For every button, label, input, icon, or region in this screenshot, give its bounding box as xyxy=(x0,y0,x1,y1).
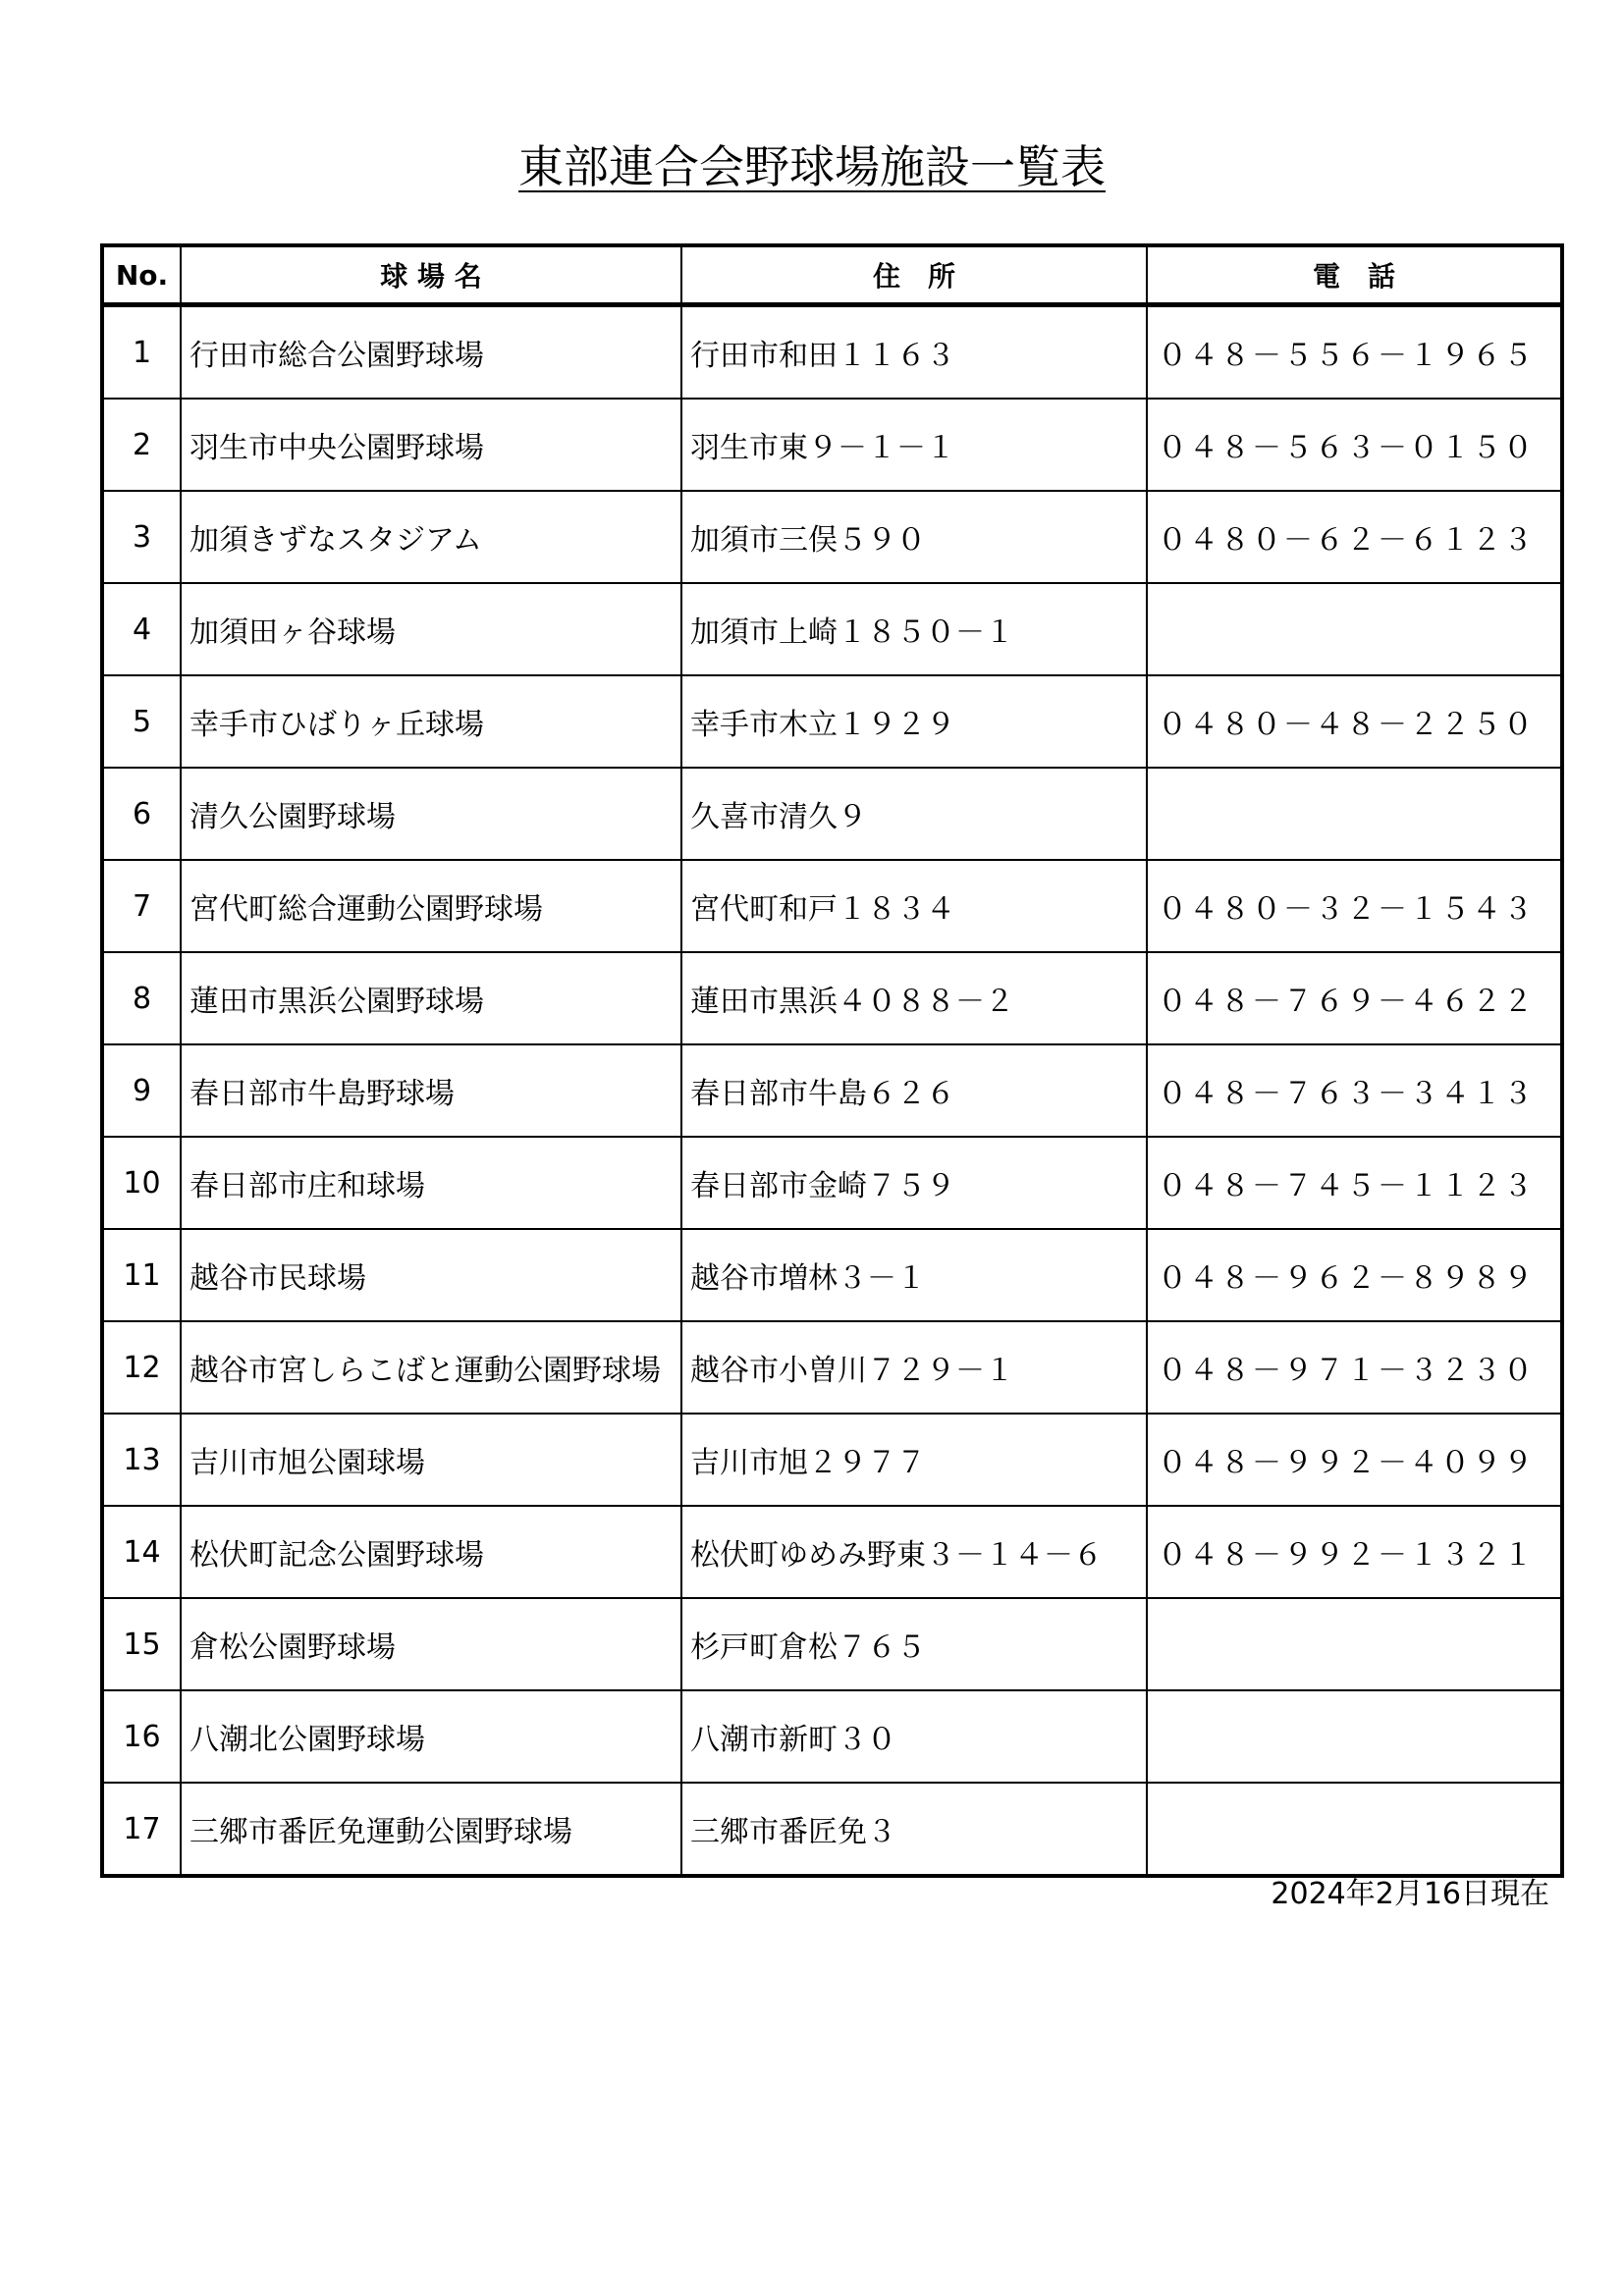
facility-table-body xyxy=(102,305,1562,1877)
cell-facility-name: 春日部市庄和球場 xyxy=(181,1137,681,1229)
cell-address: 久喜市清久９ xyxy=(681,768,1147,860)
header-no: No. xyxy=(102,245,181,305)
cell-address: 三郷市番匠免３ xyxy=(681,1783,1147,1876)
cell-facility-name: 蓮田市黒浜公園野球場 xyxy=(181,952,681,1044)
table-row xyxy=(102,952,1562,1044)
cell-no: 9 xyxy=(102,1044,181,1137)
cell-facility-name: 倉松公園野球場 xyxy=(181,1598,681,1690)
cell-phone: ０４８－９６２－８９８９ xyxy=(1147,1229,1562,1321)
cell-address: 杉戸町倉松７６５ xyxy=(681,1598,1147,1690)
cell-phone: ０４８－７４５－１１２３ xyxy=(1147,1137,1562,1229)
cell-address: 春日部市牛島６２６ xyxy=(681,1044,1147,1137)
cell-no: 1 xyxy=(102,305,181,400)
cell-no: 6 xyxy=(102,768,181,860)
header-name: 球 場 名 xyxy=(181,245,681,305)
cell-no: 12 xyxy=(102,1321,181,1414)
table-row xyxy=(102,1229,1562,1321)
table-row xyxy=(102,768,1562,860)
cell-no: 7 xyxy=(102,860,181,952)
cell-address: 宮代町和戸１８３４ xyxy=(681,860,1147,952)
table-row xyxy=(102,1321,1562,1414)
table-row xyxy=(102,1414,1562,1506)
document-title xyxy=(0,137,1624,196)
cell-no: 17 xyxy=(102,1783,181,1876)
table-row xyxy=(102,1598,1562,1690)
header-address: 住 所 xyxy=(681,245,1147,305)
cell-facility-name: 越谷市民球場 xyxy=(181,1229,681,1321)
cell-phone xyxy=(1147,1783,1562,1876)
cell-address: 越谷市小曽川７２９－１ xyxy=(681,1321,1147,1414)
cell-address: 羽生市東９－１－１ xyxy=(681,399,1147,491)
table-row xyxy=(102,1137,1562,1229)
cell-facility-name: 八潮北公園野球場 xyxy=(181,1690,681,1783)
cell-address: 加須市三俣５９０ xyxy=(681,491,1147,583)
cell-no: 15 xyxy=(102,1598,181,1690)
cell-phone: ０４８０－６２－６１２３ xyxy=(1147,491,1562,583)
header-row xyxy=(102,245,1562,305)
cell-phone: ０４８－９９２－４０９９ xyxy=(1147,1414,1562,1506)
cell-phone: ０４８－７６９－４６２２ xyxy=(1147,952,1562,1044)
cell-address: 蓮田市黒浜４０８８－２ xyxy=(681,952,1147,1044)
cell-facility-name: 行田市総合公園野球場 xyxy=(181,305,681,400)
cell-no: 8 xyxy=(102,952,181,1044)
table-row xyxy=(102,491,1562,583)
as-of-date-note: 2024年2月16日現在 xyxy=(1271,1877,1549,1911)
cell-facility-name: 加須田ヶ谷球場 xyxy=(181,583,681,675)
cell-no: 16 xyxy=(102,1690,181,1783)
table-row xyxy=(102,1506,1562,1598)
cell-address: 加須市上崎１８５０－１ xyxy=(681,583,1147,675)
table-row xyxy=(102,1044,1562,1137)
table-row xyxy=(102,675,1562,768)
cell-address: 松伏町ゆめみ野東３－１４－６ xyxy=(681,1506,1147,1598)
cell-address: 春日部市金崎７５９ xyxy=(681,1137,1147,1229)
header-phone: 電 話 xyxy=(1147,245,1562,305)
table-row xyxy=(102,305,1562,400)
table-row xyxy=(102,1690,1562,1783)
facility-table-header xyxy=(102,245,1562,305)
cell-address: 八潮市新町３０ xyxy=(681,1690,1147,1783)
cell-facility-name: 松伏町記念公園野球場 xyxy=(181,1506,681,1598)
cell-no: 14 xyxy=(102,1506,181,1598)
cell-facility-name: 三郷市番匠免運動公園野球場 xyxy=(181,1783,681,1876)
cell-facility-name: 幸手市ひばりヶ丘球場 xyxy=(181,675,681,768)
cell-phone xyxy=(1147,768,1562,860)
cell-phone xyxy=(1147,1690,1562,1783)
cell-facility-name: 吉川市旭公園球場 xyxy=(181,1414,681,1506)
document-title-text: 東部連合会野球場施設一覧表 xyxy=(518,140,1106,193)
cell-facility-name: 越谷市宮しらこばと運動公園野球場 xyxy=(181,1321,681,1414)
cell-facility-name: 加須きずなスタジアム xyxy=(181,491,681,583)
cell-address: 幸手市木立１９２９ xyxy=(681,675,1147,768)
cell-no: 11 xyxy=(102,1229,181,1321)
table-row xyxy=(102,860,1562,952)
cell-address: 吉川市旭２９７７ xyxy=(681,1414,1147,1506)
cell-phone: ０４８－９７１－３２３０ xyxy=(1147,1321,1562,1414)
cell-phone xyxy=(1147,1598,1562,1690)
cell-phone: ０４８０－３２－１５４３ xyxy=(1147,860,1562,952)
cell-phone xyxy=(1147,583,1562,675)
cell-no: 3 xyxy=(102,491,181,583)
cell-phone: ０４８－７６３－３４１３ xyxy=(1147,1044,1562,1137)
cell-no: 4 xyxy=(102,583,181,675)
cell-phone: ０４８－５６３－０１５０ xyxy=(1147,399,1562,491)
cell-facility-name: 清久公園野球場 xyxy=(181,768,681,860)
cell-facility-name: 宮代町総合運動公園野球場 xyxy=(181,860,681,952)
table-row xyxy=(102,399,1562,491)
cell-no: 10 xyxy=(102,1137,181,1229)
cell-no: 5 xyxy=(102,675,181,768)
table-row xyxy=(102,1783,1562,1876)
table-row xyxy=(102,583,1562,675)
cell-address: 行田市和田１１６３ xyxy=(681,305,1147,400)
cell-address: 越谷市増林３－１ xyxy=(681,1229,1147,1321)
cell-no: 2 xyxy=(102,399,181,491)
cell-no: 13 xyxy=(102,1414,181,1506)
cell-phone: ０４８－９９２－１３２１ xyxy=(1147,1506,1562,1598)
cell-facility-name: 春日部市牛島野球場 xyxy=(181,1044,681,1137)
cell-phone: ０４８０－４８－２２５０ xyxy=(1147,675,1562,768)
cell-phone: ０４８－５５６－１９６５ xyxy=(1147,305,1562,400)
cell-facility-name: 羽生市中央公園野球場 xyxy=(181,399,681,491)
facility-table xyxy=(100,243,1564,1878)
